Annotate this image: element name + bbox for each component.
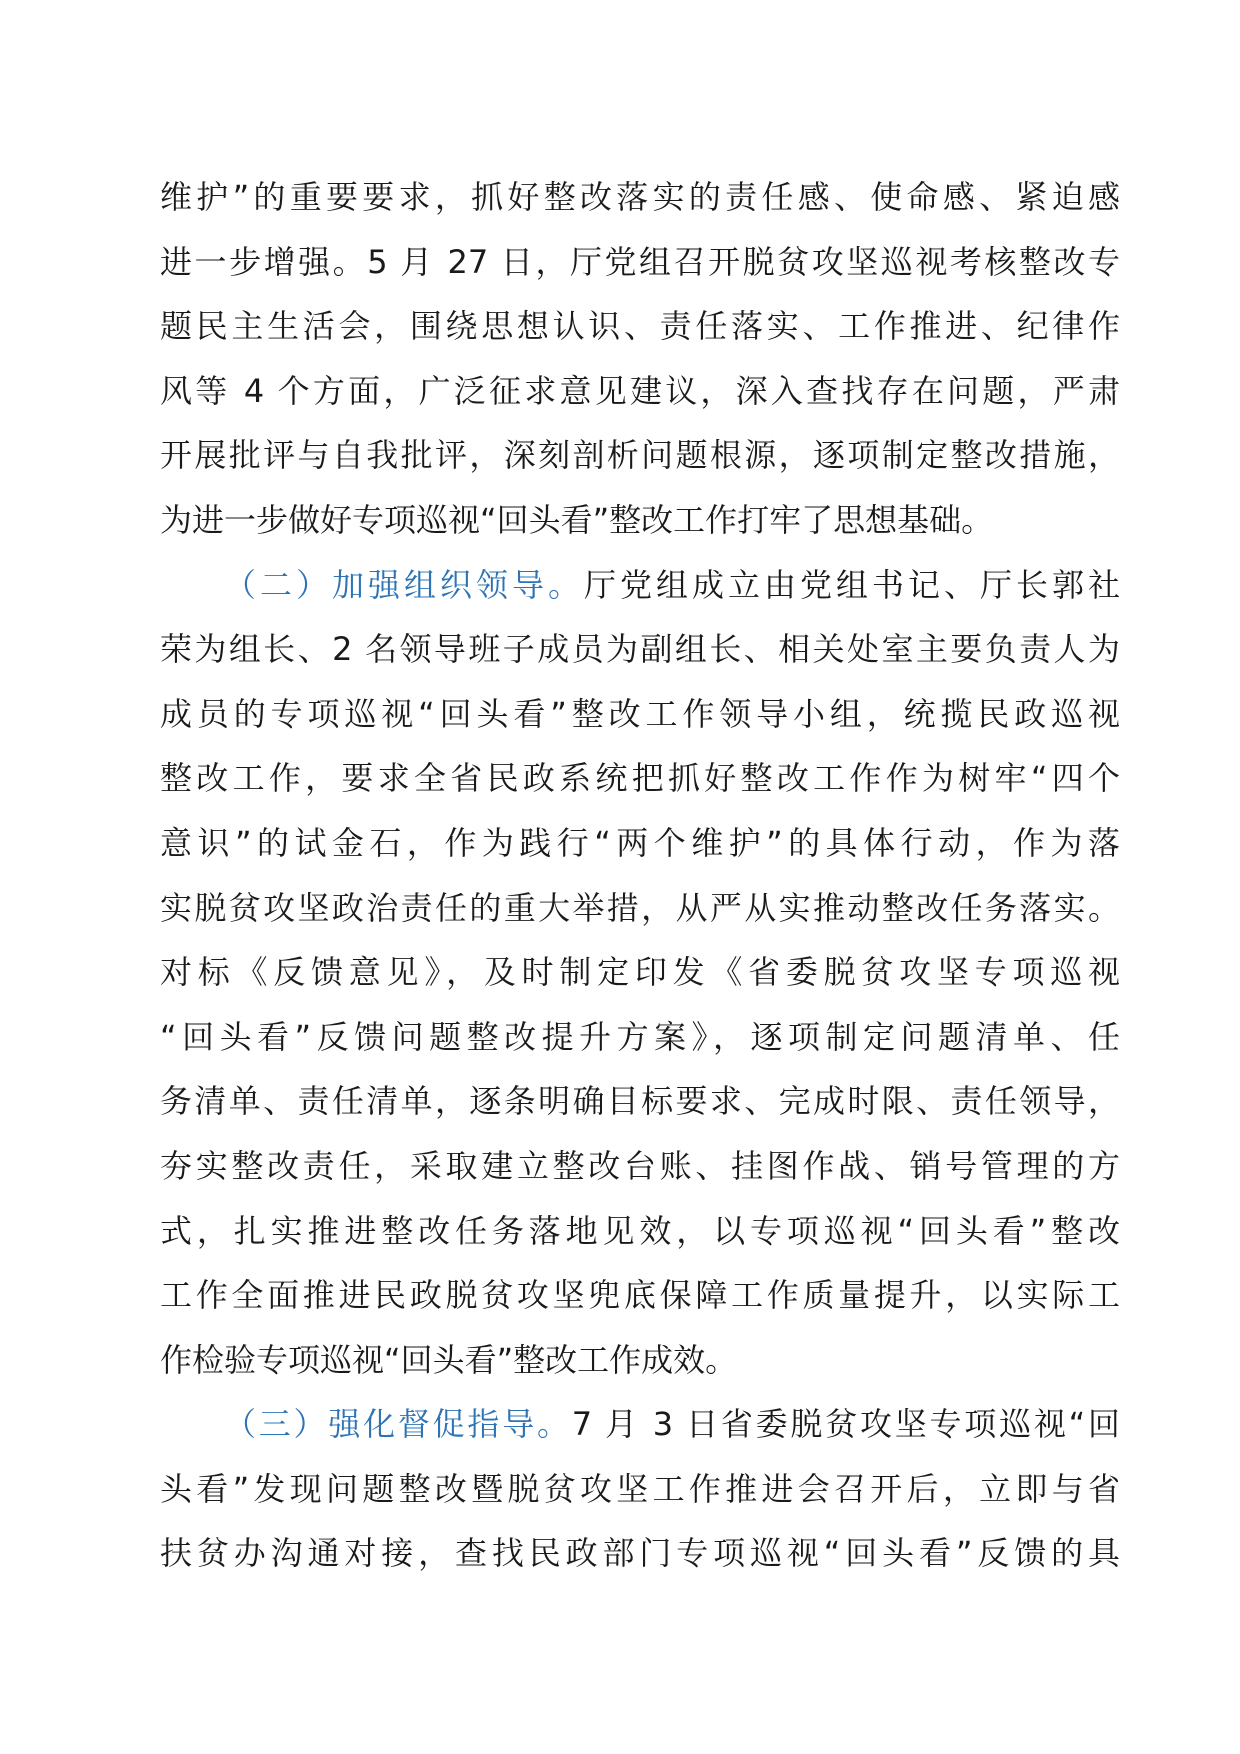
text-line: [160, 811, 1120, 876]
line-text: 荣为组长、2 名领导班子成员为副组长、相关处室主要负责人为: [160, 630, 1120, 669]
line-text: 意识”的试金石，作为践行“两个维护”的具体行动，作为落: [160, 823, 1120, 862]
line-text: 对标《反馈意见》，及时制定印发《省委脱贫攻坚专项巡视: [160, 953, 1120, 992]
line-text: 开展批评与自我批评，深刻剖析问题根源，逐项制定整改措施，: [160, 436, 1120, 475]
line-text: 厅党组成立由党组书记、厅长郭社: [584, 565, 1120, 604]
line-text: 整改工作，要求全省民政系统把抓好整改工作作为树牢“四个: [160, 759, 1120, 798]
text-line: [160, 1328, 1120, 1393]
text-line: [160, 1199, 1120, 1264]
section-line: [160, 553, 1120, 618]
body-text: [160, 165, 1120, 1586]
line-text: 风等 4 个方面，广泛征求意见建议，深入查找存在问题，严肃: [160, 371, 1120, 410]
section-heading-3: （三）强化督促指导。: [224, 1405, 572, 1444]
text-line: [160, 294, 1120, 359]
text-line: [160, 488, 1120, 553]
text-line: [160, 1457, 1120, 1522]
line-text: 成员的专项巡视“回头看”整改工作领导小组，统揽民政巡视: [160, 694, 1120, 733]
line-text: 务清单、责任清单，逐条明确目标要求、完成时限、责任领导，: [160, 1082, 1120, 1121]
text-line: [160, 1069, 1120, 1134]
section-line: [160, 1392, 1120, 1457]
line-text: 进一步增强。5 月 27 日，厅党组召开脱贫攻坚巡视考核整改专: [160, 242, 1120, 281]
line-text: 头看”发现问题整改暨脱贫攻坚工作推进会召开后，立即与省: [160, 1469, 1120, 1508]
line-text: 扶贫办沟通对接，查找民政部门专项巡视“回头看”反馈的具: [160, 1534, 1120, 1573]
text-line: [160, 165, 1120, 230]
line-text: 维护”的重要要求，抓好整改落实的责任感、使命感、紧迫感: [160, 178, 1120, 216]
line-text: 式，扎实推进整改任务落地见效，以专项巡视“回头看”整改: [160, 1211, 1120, 1250]
line-text: “回头看”反馈问题整改提升方案》，逐项制定问题清单、任: [160, 1017, 1120, 1056]
text-line: [160, 423, 1120, 488]
line-text: 工作全面推进民政脱贫攻坚兜底保障工作质量提升，以实际工: [160, 1276, 1120, 1315]
text-line: [160, 359, 1120, 424]
text-line: [160, 1263, 1120, 1328]
text-line: [160, 617, 1120, 682]
line-text: 为进一步做好专项巡视“回头看”整改工作打牢了思想基础。: [160, 500, 994, 539]
section-heading-2: （二）加强组织领导。: [224, 565, 584, 604]
line-text: 夯实整改责任，采取建立整改台账、挂图作战、销号管理的方: [160, 1146, 1120, 1185]
text-line: [160, 876, 1120, 941]
text-line: [160, 682, 1120, 747]
line-text: 题民主生活会，围绕思想认识、责任落实、工作推进、纪律作: [160, 307, 1120, 346]
line-text: 7 月 3 日省委脱贫攻坚专项巡视“回: [571, 1405, 1120, 1444]
text-line: [160, 746, 1120, 811]
text-line: [160, 230, 1120, 295]
line-text: 作检验专项巡视“回头看”整改工作成效。: [160, 1340, 738, 1379]
text-line: [160, 1134, 1120, 1199]
text-line: [160, 940, 1120, 1005]
text-line: [160, 1521, 1120, 1586]
text-line: [160, 1005, 1120, 1070]
line-text: 实脱贫攻坚政治责任的重大举措，从严从实推动整改任务落实。: [160, 888, 1120, 927]
